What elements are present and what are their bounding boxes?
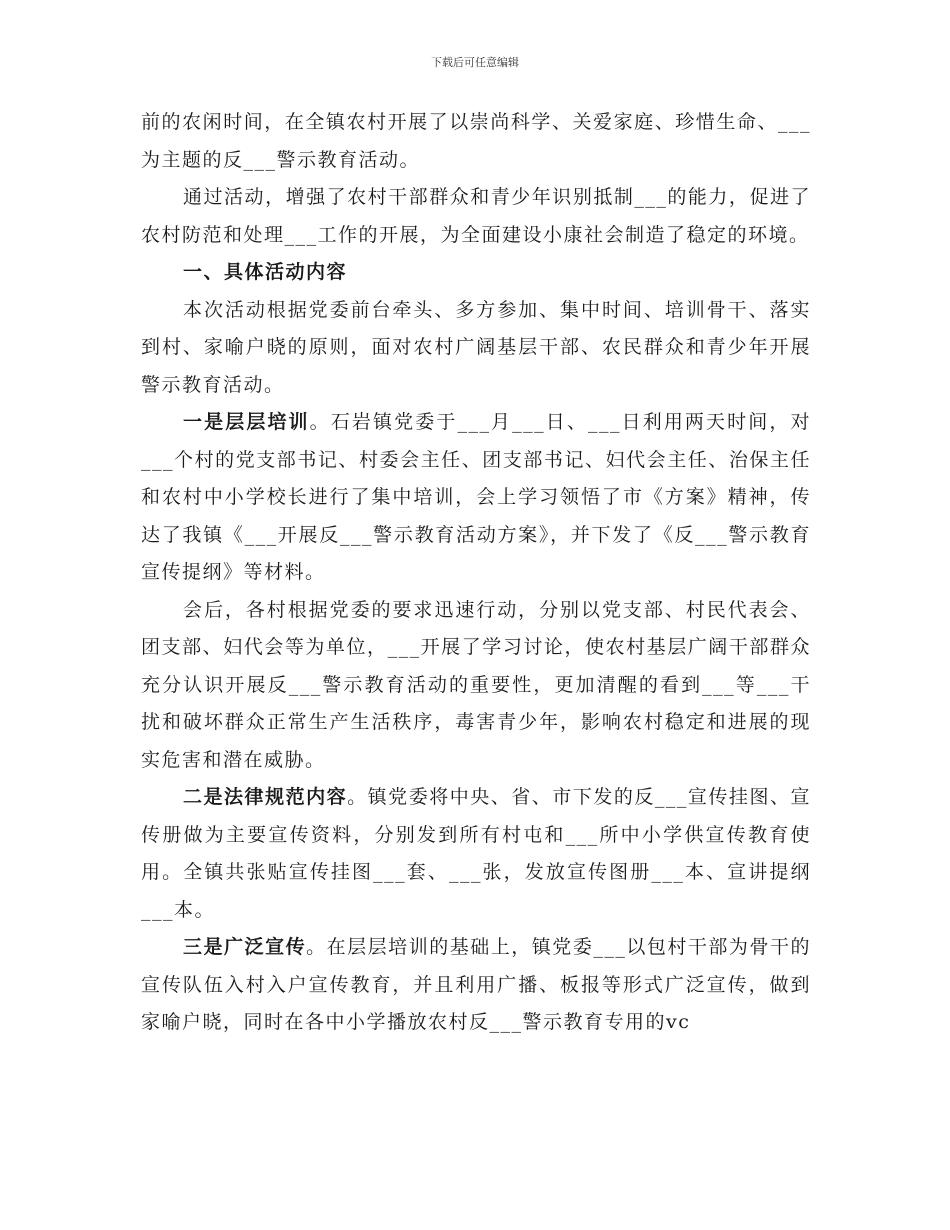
paragraph-materials <box>141 779 811 929</box>
paragraph-outcome: 通过活动，增强了农村干部群众和青少年识别抵制___的能力，促进了农村防范和处理___工作的开展，为全面建设小康社会制造了稳定的环境。 <box>141 186 811 246</box>
paragraph-materials-lead: 二是法律规范内容 <box>183 786 348 808</box>
paragraph-publicity-lead: 三是广泛宣传 <box>183 936 307 958</box>
paragraph-training-lead: 一是层层培训 <box>183 411 310 433</box>
paragraph-followup: 会后，各村根据党委的要求迅速行动，分别以党支部、村民代表会、团支部、妇代会等为单位，___开展了学习讨论，使农村基层广阔干部群众充分认识开展反___警示教育活动的重要性，更加清醒的看到___等___干扰和破坏群众正常生产生活秩序，毒害青少年，影响农村稳定和进展的现实危害和潜在威胁。 <box>141 598 811 771</box>
page-header: 下载后可任意编辑 <box>431 56 519 69</box>
paragraph-training <box>141 404 811 592</box>
section-heading: 一、具体活动内容 <box>183 261 348 283</box>
document-body <box>141 104 811 1042</box>
paragraph-intro: 前的农闲时间，在全镇农村开展了以崇尚科学、关爱家庭、珍惜生命、___为主题的反___警示教育活动。 <box>141 111 811 171</box>
paragraph-training-body: 。石岩镇党委于___月___日、___日利用两天时间，对___个村的党支部书记、村委会主任、团支部书记、妇代会主任、治保主任和农村中小学校长进行了集中培训，会上学习领悟了市《方案》精神，传达了我镇《___开展反___警示教育活动方案》，并下发了《反___警示教育宣传提纲》等材料。 <box>141 411 811 583</box>
paragraph-materials-body: 。镇党委将中央、省、市下发的反___宣传挂图、宣传册做为主要宣传资料，分别发到所有村屯和___所中小学供宣传教育使用。全镇共张贴宣传挂图___套、___张，发放宣传图册___本、宣讲提纲___本。 <box>141 786 811 921</box>
paragraph-principle: 本次活动根据党委前台牵头、多方参加、集中时间、培训骨干、落实到村、家喻户晓的原则，面对农村广阔基层干部、农民群众和青少年开展警示教育活动。 <box>141 298 811 396</box>
paragraph-publicity <box>141 929 811 1042</box>
paragraph-publicity-body: 。在层层培训的基础上，镇党委___以包村干部为骨干的宣传队伍入村入户宣传教育，并且利用广播、板报等形式广泛宣传，做到家喻户晓，同时在各中小学播放农村反___警示教育专用的vc <box>141 936 811 1033</box>
